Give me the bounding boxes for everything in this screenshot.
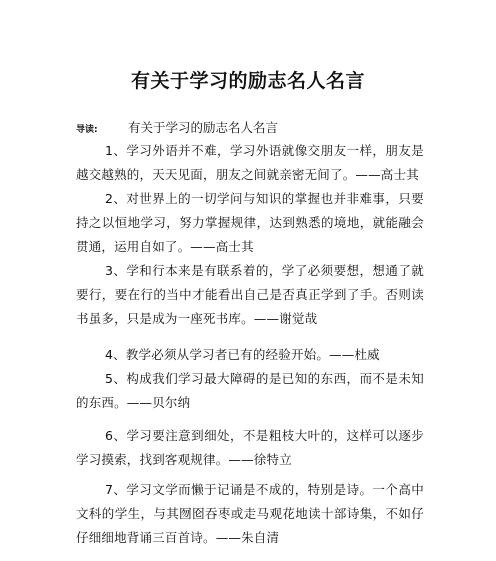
quote-paragraph-5: 5、构成我们学习最大障碍的是已知的东西，而不是未知的东西。——贝尔纳 [76,371,424,410]
quote-paragraph-1: 1、学习外语并不难，学习外语就像交朋友一样，朋友是越交越熟的，天天见面，朋友之间就亲密无间了。——高士其 [76,143,424,182]
quote-paragraph-2: 2、对世界上的一切学问与知识的掌握也并非难事，只要持之以恒地学习，努力掌握规律，达到熟悉的境地，就能融会贯通，运用自如了。——高士其 [76,191,424,254]
quote-paragraph-3: 3、学和行本来是有联系着的，学了必须要想，想通了就要行，要在行的当中才能看出自己是否真正学到了手。否则读书虽多，只是成为一座死书库。——谢觉哉 [76,263,424,326]
quote-paragraph-6: 6、学习要注意到细处，不是粗枝大叶的，这样可以逐步学习摸索，找到客观规律。——徐特立 [76,428,424,467]
quote-paragraph-4: 4、教学必须从学习者已有的经验开始。——杜威 [105,347,380,362]
intro-text: 有关于学习的励志名人名言 [128,120,279,135]
quote-paragraph-7: 7、学习文学而懒于记诵是不成的，特别是诗。一个高中文科的学生，与其囫囵吞枣或走马观花地读十部诗集，不如仔仔细细地背诵三百首诗。——朱自清 [76,482,424,545]
intro-label: 导读: [76,125,98,135]
document-title: 有关于学习的励志名人名言 [130,70,365,92]
